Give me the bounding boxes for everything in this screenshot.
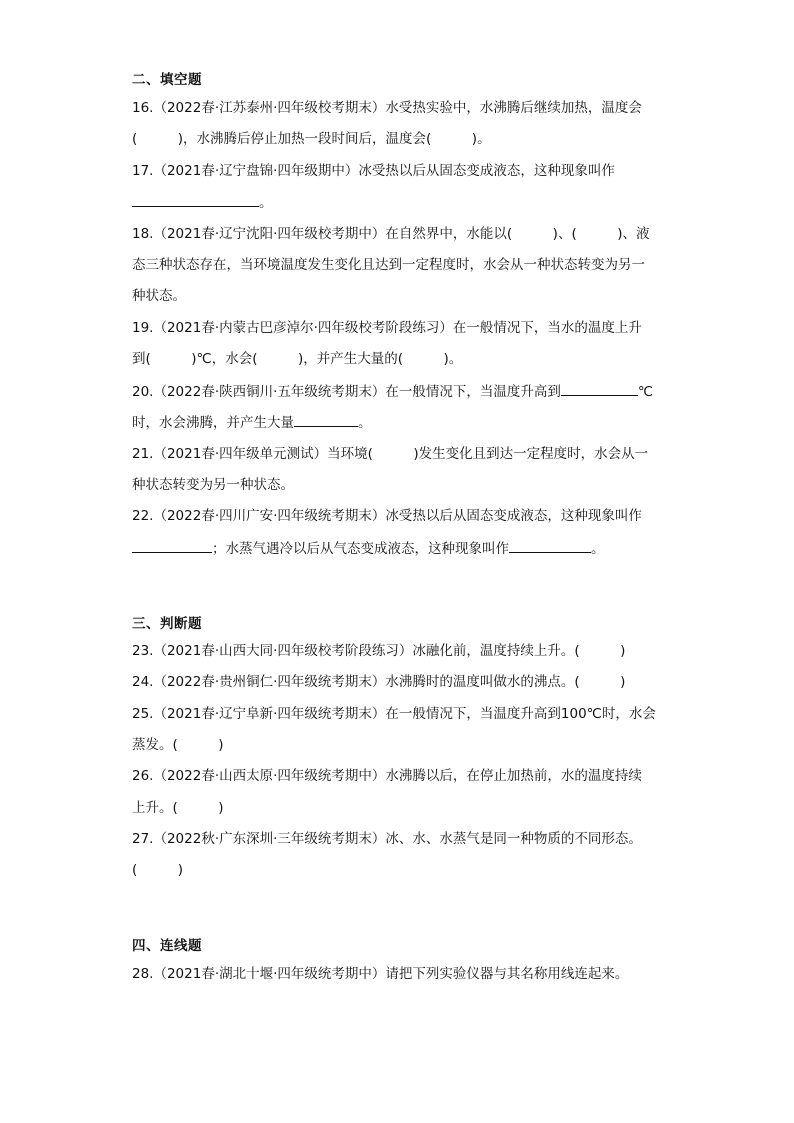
question-20-text-a: 20.（2022春·陕西铜川·五年级统考期末）在一般情况下，当温度升高到 — [132, 384, 561, 400]
question-28-line-1: 28.（2021春·湖北十堰·四年级统考期中）请把下列实验仪器与其名称用线连起来。 — [132, 966, 629, 982]
question-20-text-b: 时，水会沸腾，并产生大量 — [132, 415, 294, 431]
question-16-line-1: 16.（2022春·江苏泰州·四年级校考期末）水受热实验中，水沸腾后继续加热，温度会 — [132, 100, 642, 116]
question-20-line-1 — [132, 383, 653, 400]
answer-blank — [561, 383, 638, 396]
question-24-line-1: 24.（2022春·贵州铜仁·四年级统考期末）水沸腾时的温度叫做水的沸点。( ) — [132, 674, 626, 690]
question-25-line-2: 蒸发。( ) — [132, 737, 224, 753]
question-18-line-2: 态三种状态存在，当环境温度发生变化且达到一定程度时，水会从一种状态转变为另一 — [132, 257, 645, 273]
section-title-matching: 四、连线题 — [132, 938, 202, 954]
question-17-line-2 — [132, 194, 273, 211]
question-19-line-2: 到( )℃，水会( )，并产生大量的( )。 — [132, 351, 463, 367]
answer-blank — [294, 414, 358, 427]
question-21-line-2: 种状态转变为另一种状态。 — [132, 477, 294, 493]
answer-blank — [509, 540, 591, 553]
question-16-line-2: ( )，水沸腾后停止加热一段时间后，温度会( )。 — [132, 131, 491, 147]
question-23-line-1: 23.（2021春·山西大同·四年级校考阶段练习）冰融化前，温度持续上升。( ) — [132, 643, 626, 659]
question-25-line-1: 25.（2021春·辽宁阜新·四年级统考期末）在一般情况下，当温度升高到100℃时，水会 — [132, 706, 656, 722]
question-27-line-2: ( ) — [132, 862, 184, 878]
section-title-true-false: 三、判断题 — [132, 616, 202, 632]
question-22-end: 。 — [591, 541, 605, 557]
question-18-line-1: 18.（2021春·辽宁沈阳·四年级校考期中）在自然界中，水能以( )、( )、液 — [132, 226, 650, 242]
question-27-line-1: 27.（2022秋·广东深圳·三年级统考期末）冰、水、水蒸气是同一种物质的不同形态。 — [132, 831, 642, 847]
question-19-line-1: 19.（2021春·内蒙古巴彦淖尔·四年级校考阶段练习）在一般情况下，当水的温度上升 — [132, 320, 642, 336]
question-21-line-1: 21.（2021春·四年级单元测试）当环境( )发生变化且到达一定程度时，水会从一 — [132, 446, 649, 462]
question-18-line-3: 种状态。 — [132, 288, 186, 304]
question-20-line-2 — [132, 414, 372, 431]
question-22-text: ；水蒸气遇冷以后从气态变成液态，这种现象叫作 — [212, 541, 509, 557]
question-20-end: 。 — [358, 415, 372, 431]
answer-blank — [132, 194, 259, 207]
question-26-line-2: 上升。( ) — [132, 800, 224, 816]
question-17-end: 。 — [259, 195, 273, 211]
question-17-line-1: 17.（2021春·辽宁盘锦·四年级期中）冰受热以后从固态变成液态，这种现象叫作 — [132, 163, 615, 179]
question-22-line-1: 22.（2022春·四川广安·四年级统考期末）冰受热以后从固态变成液态，这种现象叫作 — [132, 508, 642, 524]
question-22-line-2 — [132, 540, 605, 557]
answer-blank — [132, 540, 212, 553]
question-26-line-1: 26.（2022春·山西太原·四年级统考期中）水沸腾以后，在停止加热前，水的温度持续 — [132, 768, 642, 784]
question-20-unit: ℃ — [637, 384, 654, 400]
section-title-fill-in: 二、填空题 — [132, 72, 202, 88]
